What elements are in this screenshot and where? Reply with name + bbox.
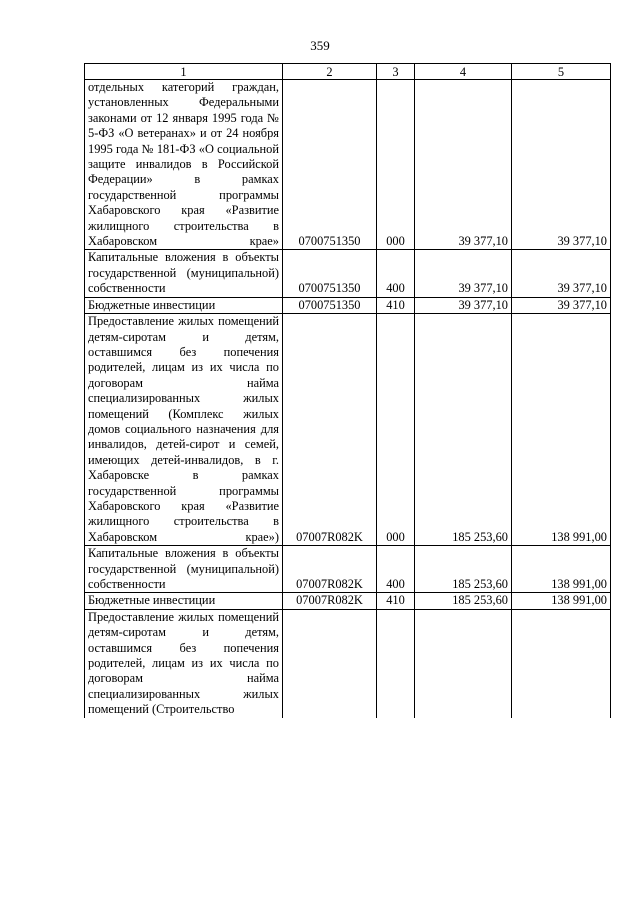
table-row xyxy=(85,546,611,593)
row-target-code: 0700751350 xyxy=(283,80,377,250)
header-cell-3: 3 xyxy=(377,64,415,80)
row-target-code: 07007R082K xyxy=(283,593,377,609)
header-cell-4: 4 xyxy=(415,64,512,80)
row-target-code xyxy=(283,609,377,717)
row-expense-type: 410 xyxy=(377,297,415,313)
row-description: Бюджетные инвестиции xyxy=(85,297,283,313)
row-expense-type xyxy=(377,609,415,717)
row-expense-type: 000 xyxy=(377,80,415,250)
table-row xyxy=(85,250,611,297)
row-target-code: 0700751350 xyxy=(283,250,377,297)
row-target-code: 0700751350 xyxy=(283,297,377,313)
table-row xyxy=(85,80,611,250)
row-amount-1 xyxy=(415,609,512,717)
row-amount-2 xyxy=(512,609,611,717)
budget-table xyxy=(84,63,611,718)
row-expense-type: 400 xyxy=(377,546,415,593)
table-header-row xyxy=(85,64,611,80)
row-amount-2: 39 377,10 xyxy=(512,250,611,297)
row-description: Предоставление жилых помещений детям-сиротам и детям, оставшимся без попечения родителей, лицам из их числа по договорам найма специализированных жилых помещений (Комплекс жилых домов социального назначения для инвалидов, детей-сирот и семей, имеющих детей-инвалидов, в г. Хабаровске в рамках государственной программы Хабаровского края «Развитие жилищного строительства в Хабаровском крае») xyxy=(85,314,283,546)
row-amount-2: 138 991,00 xyxy=(512,314,611,546)
row-amount-1: 39 377,10 xyxy=(415,250,512,297)
row-description: Капитальные вложения в объекты государственной (муниципальной) собственности xyxy=(85,250,283,297)
row-amount-1: 185 253,60 xyxy=(415,593,512,609)
table-row xyxy=(85,314,611,546)
row-amount-1: 39 377,10 xyxy=(415,80,512,250)
row-description: Бюджетные инвестиции xyxy=(85,593,283,609)
row-target-code: 07007R082K xyxy=(283,546,377,593)
table-row xyxy=(85,609,611,717)
row-amount-1: 185 253,60 xyxy=(415,314,512,546)
row-expense-type: 000 xyxy=(377,314,415,546)
table-row xyxy=(85,593,611,609)
row-target-code: 07007R082K xyxy=(283,314,377,546)
table-row xyxy=(85,297,611,313)
row-description: отдельных категорий граждан, установленных Федеральными законами от 12 января 1995 года № 5-ФЗ «О ветеранах» и от 24 ноября 1995 года № 181-ФЗ «О социальной защите инвалидов в Российской Федерации» в рамках государственной программы Хабаровского края «Развитие жилищного строительства в Хабаровском крае» xyxy=(85,80,283,250)
row-expense-type: 410 xyxy=(377,593,415,609)
header-cell-1: 1 xyxy=(85,64,283,80)
row-amount-2: 39 377,10 xyxy=(512,80,611,250)
row-expense-type: 400 xyxy=(377,250,415,297)
header-cell-5: 5 xyxy=(512,64,611,80)
row-amount-2: 138 991,00 xyxy=(512,546,611,593)
header-cell-2: 2 xyxy=(283,64,377,80)
row-amount-2: 39 377,10 xyxy=(512,297,611,313)
row-amount-2: 138 991,00 xyxy=(512,593,611,609)
row-amount-1: 185 253,60 xyxy=(415,546,512,593)
row-amount-1: 39 377,10 xyxy=(415,297,512,313)
row-description: Предоставление жилых помещений детям-сиротам и детям, оставшимся без попечения родителей, лицам из их числа по договорам найма специализированных жилых помещений (Строительство xyxy=(85,609,283,717)
page-number: 359 xyxy=(310,38,330,53)
row-description: Капитальные вложения в объекты государственной (муниципальной) собственности xyxy=(85,546,283,593)
